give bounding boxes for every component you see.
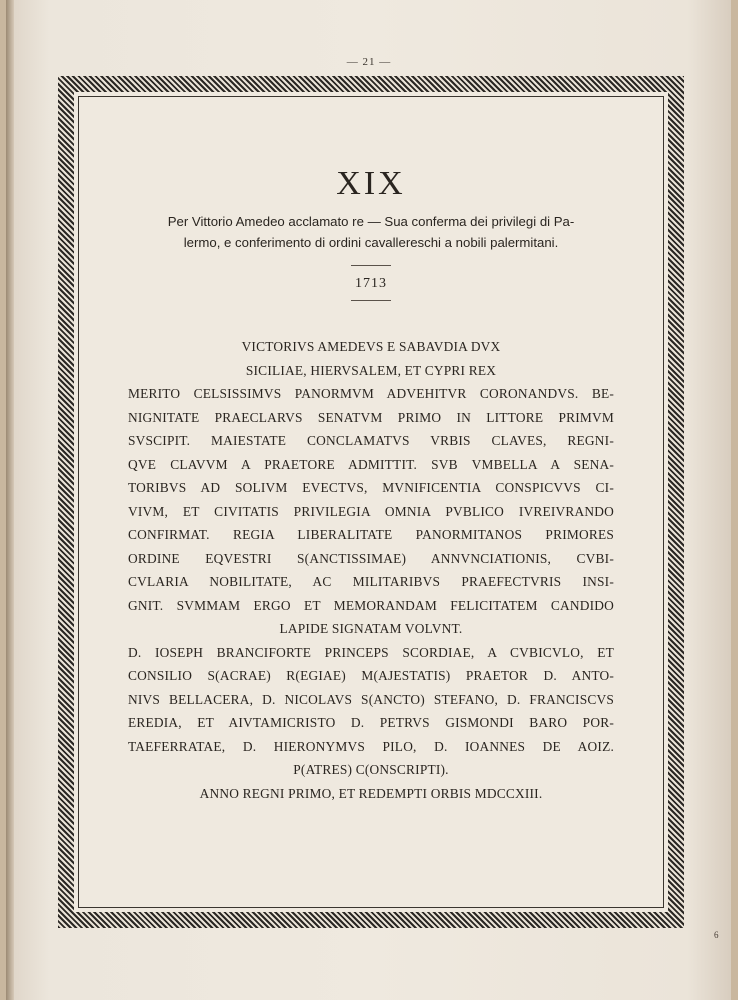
inscription-line: MERITO CELSISSIMVS PANORMVM ADVEHITVR CORONANDVS. BE-: [128, 386, 614, 401]
inscription-line: SICILIAE, HIERVSALEM, ET CYPRI REX: [245, 362, 497, 378]
page-number: — 21 —: [346, 56, 392, 68]
inscription-line: NIVS BELLACERA, D. NICOLAVS S(ANCTO) STEFANO, D. FRANCISCVS: [128, 691, 614, 707]
year: 1713: [355, 276, 387, 291]
inscription-line: SVSCIPIT. MAIESTATE CONCLAMATVS VRBIS CLAVES, REGNI-: [128, 433, 614, 448]
chapter-subtitle: [136, 211, 606, 253]
divider-rule: [351, 265, 391, 266]
inscription-line: EREDIA, ET AIVTAMICRISTO D. PETRVS GISMONDI BARO POR-: [128, 715, 614, 730]
inscription-line: ANNO REGNI PRIMO, ET REDEMPTI ORBIS MDCCXIII.: [199, 785, 543, 801]
subtitle-line: Per Vittorio Amedeo acclamato re — Sua conferma dei privilegi di Pa-: [167, 214, 575, 229]
chapter-numeral: XIX: [336, 165, 406, 202]
inscription-line: QVE CLAVVM A PRAETORE ADMITTIT. SVB VMBELLA A SENA-: [128, 456, 614, 472]
inscription-line: GNIT. SVMMAM ERGO ET MEMORANDAM FELICITATEM CANDIDO: [128, 597, 614, 613]
divider-rule: [351, 300, 391, 301]
inscription-line: LAPIDE SIGNATAM VOLVNT.: [279, 621, 463, 636]
inscription-line: CVLARIA NOBILITATE, AC MILITARIBVS PRAEFECTVRIS INSI-: [128, 574, 614, 589]
latin-inscription: [128, 335, 614, 805]
inscription-line: CONFIRMAT. REGIA LIBERALITATE PANORMITANOS PRIMORES: [128, 527, 614, 542]
inscription-line: TAEFERRATAE, D. HIERONYMVS PILO, D. IOANNES DE AOIZ.: [128, 738, 614, 754]
page-content: [79, 97, 663, 907]
page-spine-shadow: [6, 0, 14, 1000]
inscription-line: D. IOSEPH BRANCIFORTE PRINCEPS SCORDIAE, A CVBICVLO, ET: [128, 644, 614, 660]
inscription-line: CONSILIO S(ACRAE) R(EGIAE) M(AJESTATIS) PRAETOR D. ANTO-: [128, 668, 614, 683]
inscription-line: TORIBVS AD SOLIVM EVECTVS, MVNIFICENTIA CONSPICVVS CI-: [128, 480, 614, 495]
inscription-line: VIVM, ET CIVITATIS PRIVILEGIA OMNIA PVBLICO IVREIVRANDO: [128, 503, 614, 519]
inscription-line: P(ATRES) C(ONSCRIPTI).: [293, 762, 449, 777]
subtitle-line: lermo, e conferimento di ordini cavallereschi a nobili palermitani.: [183, 235, 559, 250]
inscription-line: ORDINE EQVESTRI S(ANCTISSIMAE) ANNVNCIATIONIS, CVBI-: [128, 550, 614, 566]
inscription-line: VICTORIVS AMEDEVS E SABAVDIA DVX: [241, 339, 501, 354]
inscription-line: NIGNITATE PRAECLARVS SENATVM PRIMO IN LITTORE PRIMVM: [128, 409, 614, 425]
signature-mark: 6: [714, 930, 719, 940]
